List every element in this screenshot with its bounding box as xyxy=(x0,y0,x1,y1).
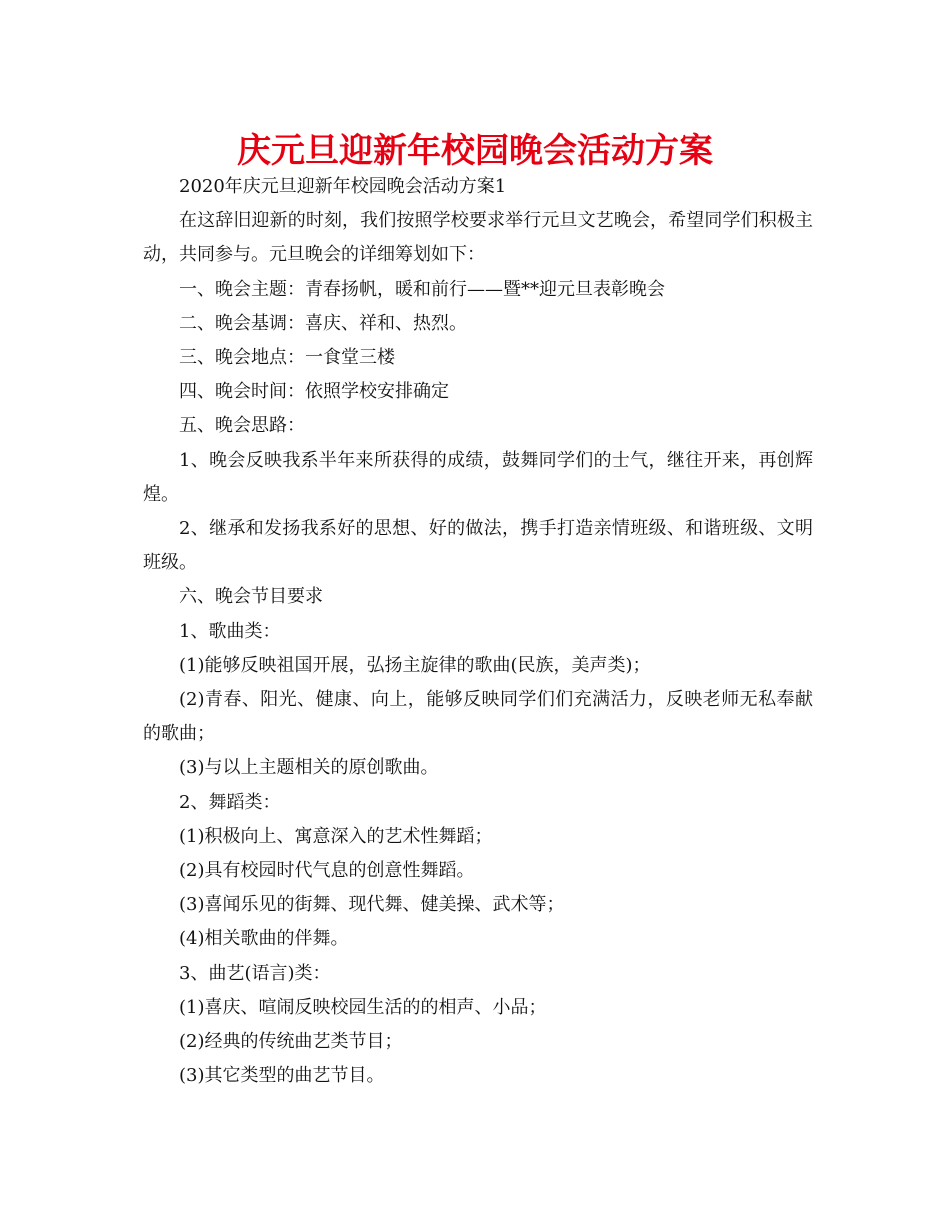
paragraph: (3)与以上主题相关的原创歌曲。 xyxy=(179,757,439,779)
paragraph: 六、晚会节目要求 xyxy=(179,586,323,608)
paragraph: 3、曲艺(语言)类： xyxy=(179,962,331,984)
paragraph: 1、晚会反映我系半年来所获得的成绩，鼓舞同学们的士气，继往开来，再创辉煌。 xyxy=(143,449,813,505)
paragraph: (2)青春、阳光、健康、向上，能够反映同学们们充满活力，反映老师无私奉献的歌曲； xyxy=(143,689,813,745)
document-body xyxy=(143,170,813,1093)
paragraph: (3)喜闻乐见的街舞、现代舞、健美操、武术等； xyxy=(179,894,565,916)
paragraph: (2)经典的传统曲艺类节目； xyxy=(179,1031,403,1053)
paragraph: (1)能够反映祖国开展，弘扬主旋律的歌曲(民族，美声类)； xyxy=(179,654,651,676)
paragraph: (2)具有校园时代气息的创意性舞蹈。 xyxy=(179,860,475,882)
document-title: 庆元旦迎新年校园晚会活动方案 xyxy=(237,131,713,171)
paragraph: (1)积极向上、寓意深入的艺术性舞蹈； xyxy=(179,825,493,847)
paragraph: 一、晚会主题：青春扬帆，暖和前行——暨**迎元旦表彰晚会 xyxy=(179,278,665,300)
paragraph: (4)相关歌曲的伴舞。 xyxy=(179,928,349,950)
paragraph: 1、歌曲类： xyxy=(179,620,281,642)
paragraph: (3)其它类型的曲艺节目。 xyxy=(179,1065,385,1087)
paragraph: 五、晚会思路： xyxy=(179,415,305,437)
paragraph: 二、晚会基调：喜庆、祥和、热烈。 xyxy=(179,312,467,334)
paragraph: 2020年庆元旦迎新年校园晚会活动方案1 xyxy=(179,176,507,197)
paragraph: 四、晚会时间：依照学校安排确定 xyxy=(179,381,449,403)
paragraph: 2、舞蹈类： xyxy=(179,791,281,813)
paragraph: 三、晚会地点：一食堂三楼 xyxy=(179,347,395,369)
paragraph: (1)喜庆、喧闹反映校园生活的的相声、小品； xyxy=(179,996,547,1018)
paragraph: 2、继承和发扬我系好的思想、好的做法，携手打造亲情班级、和谐班级、文明班级。 xyxy=(143,518,813,574)
paragraph: 在这辞旧迎新的时刻，我们按照学校要求举行元旦文艺晚会，希望同学们积极主动，共同参与。元旦晚会的详细筹划如下： xyxy=(143,210,813,266)
